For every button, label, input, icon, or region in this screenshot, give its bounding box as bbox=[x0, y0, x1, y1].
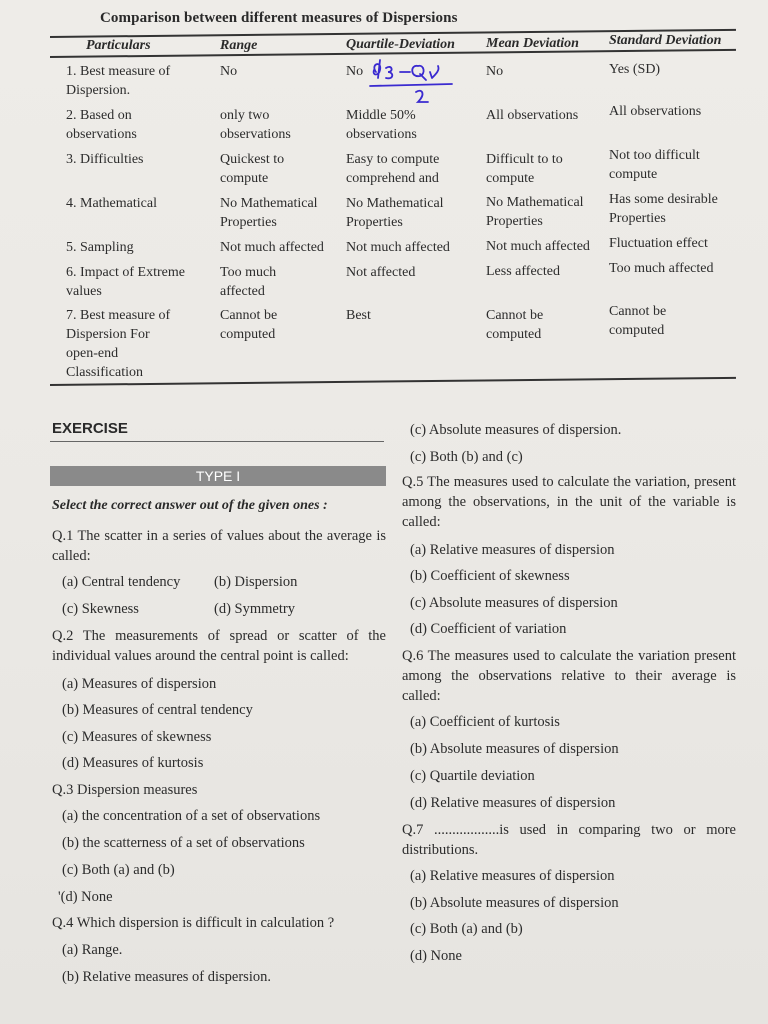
table-row-7-sd: Cannot be computed bbox=[609, 304, 667, 338]
question-1-option-d: (d) Symmetry bbox=[214, 601, 295, 617]
table-row-1-range: No bbox=[220, 64, 238, 79]
question-7-option-a: (a) Relative measures of dispersion bbox=[410, 868, 615, 884]
header-mean-deviation: Mean Deviation bbox=[486, 36, 579, 51]
question-7-option-d: (d) None bbox=[410, 948, 462, 964]
table-row-5-quartile: Not much affected bbox=[346, 240, 450, 255]
question-4-option-a: (a) Range. bbox=[62, 942, 123, 958]
question-6-option-d: (d) Relative measures of dispersion bbox=[410, 795, 616, 811]
table-row-3-mean: Difficult to to compute bbox=[486, 152, 563, 186]
type-label: TYPE I bbox=[50, 466, 386, 486]
question-5: Q.5 The measures used to calculate the variation, present among the observations, in the unit of the variable is called: bbox=[402, 474, 736, 530]
question-5-option-d: (d) Coefficient of variation bbox=[410, 621, 567, 637]
header-standard-deviation: Standard Deviation bbox=[609, 33, 722, 48]
question-7-option-b: (b) Absolute measures of dispersion bbox=[410, 895, 619, 911]
question-6: Q.6 The measures used to calculate the variation present among the observations relative to their average is called: bbox=[402, 648, 736, 704]
exercise-heading: EXERCISE bbox=[52, 420, 128, 437]
header-quartile-deviation: Quartile-Deviation bbox=[346, 37, 455, 52]
table-row-2-sd: All observations bbox=[609, 104, 702, 119]
question-3-option-c: (c) Both (a) and (b) bbox=[62, 862, 175, 878]
table-row-2-quartile: Middle 50% observations bbox=[346, 108, 417, 142]
table-row-7-quartile: Best bbox=[346, 308, 371, 323]
table-row-1-particular: 1. Best measure of Dispersion. bbox=[66, 64, 171, 98]
handwritten-formula bbox=[368, 58, 458, 108]
question-7-option-c: (c) Both (a) and (b) bbox=[410, 921, 523, 937]
table-row-4-range: No Mathematical Properties bbox=[220, 196, 318, 230]
question-5-option-a: (a) Relative measures of dispersion bbox=[410, 542, 615, 558]
question-1: Q.1 The scatter in a series of values about the average is called: bbox=[52, 528, 386, 564]
table-row-4-particular: 4. Mathematical bbox=[66, 196, 157, 211]
table-row-1-mean: No bbox=[486, 64, 504, 79]
table-row-4-sd: Has some desirable Properties bbox=[609, 192, 718, 226]
table-row-1-quartile: No bbox=[346, 64, 364, 79]
table-title: Comparison between different measures of Dispersions bbox=[100, 10, 458, 26]
question-2-option-c: (c) Measures of skewness bbox=[62, 729, 212, 745]
question-6-option-a: (a) Coefficient of kurtosis bbox=[410, 714, 560, 730]
table-row-3-range: Quickest to compute bbox=[220, 152, 285, 186]
table-row-4-mean: No Mathematical Properties bbox=[486, 195, 584, 229]
table-row-5-sd: Fluctuation effect bbox=[609, 236, 708, 251]
question-2-option-b: (b) Measures of central tendency bbox=[62, 702, 253, 718]
question-7: Q.7 ..................is used in comparing two or more distributions. bbox=[402, 822, 736, 858]
table-row-6-sd: Too much affected bbox=[609, 261, 714, 276]
table-row-2-mean: All observations bbox=[486, 108, 579, 123]
question-2-option-d: (d) Measures of kurtosis bbox=[62, 755, 204, 771]
table-row-3-sd: Not too difficult compute bbox=[609, 148, 700, 182]
table-row-5-mean: Not much affected bbox=[486, 239, 590, 254]
question-4-option-b: (b) Relative measures of dispersion. bbox=[62, 969, 271, 985]
table-row-7-mean: Cannot be computed bbox=[486, 308, 544, 342]
header-particulars: Particulars bbox=[86, 38, 151, 53]
question-1-option-b: (b) Dispersion bbox=[214, 574, 298, 590]
question-6-option-b: (b) Absolute measures of dispersion bbox=[410, 741, 619, 757]
table-row-4-quartile: No Mathematical Properties bbox=[346, 196, 444, 230]
question-6-option-c: (c) Quartile deviation bbox=[410, 768, 535, 784]
table-row-6-quartile: Not affected bbox=[346, 265, 416, 280]
table-row-1-sd: Yes (SD) bbox=[609, 62, 661, 77]
table-row-6-mean: Less affected bbox=[486, 264, 560, 279]
table-row-2-range: only two observations bbox=[220, 108, 291, 142]
table-row-6-particular: 6. Impact of Extreme values bbox=[66, 265, 185, 299]
question-3-option-d: '(d) None bbox=[58, 889, 113, 905]
question-3: Q.3 Dispersion measures bbox=[52, 782, 198, 798]
table-row-6-range: Too much affected bbox=[220, 265, 277, 299]
question-3-option-a: (a) the concentration of a set of observations bbox=[62, 808, 321, 824]
question-4-option-d: (c) Both (b) and (c) bbox=[410, 449, 523, 465]
question-5-option-c: (c) Absolute measures of dispersion bbox=[410, 595, 618, 611]
header-range: Range bbox=[220, 38, 258, 53]
table-row-3-quartile: Easy to compute comprehend and bbox=[346, 152, 440, 186]
table-row-2-particular: 2. Based on observations bbox=[66, 108, 137, 142]
instruction-text: Select the correct answer out of the given ones : bbox=[52, 498, 328, 513]
table-row-3-particular: 3. Difficulties bbox=[66, 152, 144, 167]
question-3-option-b: (b) the scatterness of a set of observations bbox=[62, 835, 305, 851]
table-row-5-particular: 5. Sampling bbox=[66, 240, 134, 255]
question-1-option-a: (a) Central tendency bbox=[62, 574, 181, 590]
exercise-heading-rule bbox=[50, 441, 384, 442]
table-row-5-range: Not much affected bbox=[220, 240, 324, 255]
question-2: Q.2 The measurements of spread or scatter of the individual values around the central point is called: bbox=[52, 628, 386, 664]
question-4: Q.4 Which dispersion is difficult in calculation ? bbox=[52, 915, 335, 931]
question-5-option-b: (b) Coefficient of skewness bbox=[410, 568, 570, 584]
question-4-option-c: (c) Absolute measures of dispersion. bbox=[410, 422, 622, 438]
question-2-option-a: (a) Measures of dispersion bbox=[62, 676, 217, 692]
table-row-7-range: Cannot be computed bbox=[220, 308, 278, 342]
question-1-option-c: (c) Skewness bbox=[62, 601, 139, 617]
table-row-7-particular: 7. Best measure of Dispersion For open-end Classification bbox=[66, 308, 171, 380]
